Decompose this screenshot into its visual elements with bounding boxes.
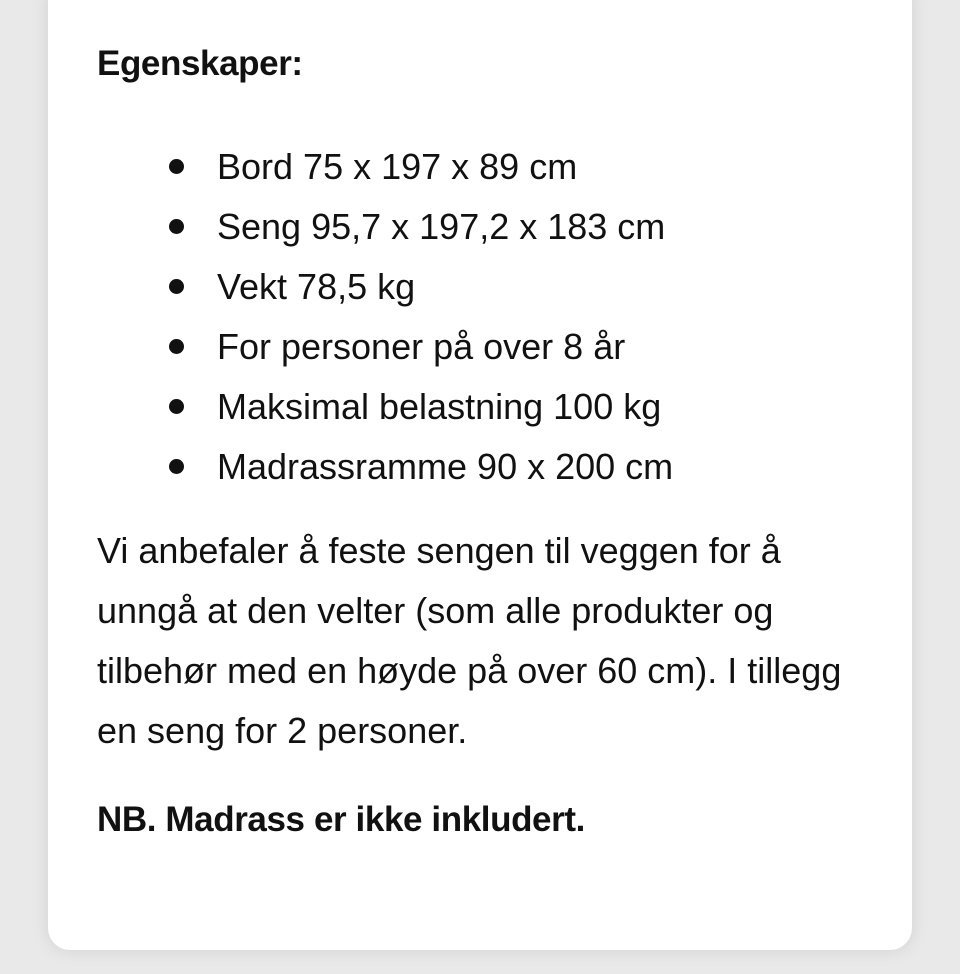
list-item-text: Vekt 78,5 kg	[217, 266, 416, 307]
list-item-text: Madrassramme 90 x 200 cm	[217, 446, 674, 487]
list-item-text: Bord 75 x 197 x 89 cm	[217, 146, 578, 187]
list-item	[48, 382, 673, 442]
bullet-icon	[169, 219, 184, 234]
list-item	[48, 142, 673, 202]
list-item	[48, 442, 673, 502]
mattress-note: NB. Madrass er ikke inkludert.	[97, 800, 585, 839]
properties-heading: Egenskaper:	[97, 44, 303, 83]
bullet-icon	[169, 279, 184, 294]
list-item	[48, 262, 673, 322]
list-item-text: Maksimal belastning 100 kg	[217, 386, 662, 427]
bullet-icon	[169, 339, 184, 354]
bullet-icon	[169, 159, 184, 174]
bullet-icon	[169, 399, 184, 414]
bullet-icon	[169, 459, 184, 474]
recommendation-text: Vi anbefaler å feste sengen til veggen for å unngå at den velter (som alle produkter og tilbehør med en høyde på over 60 cm). I tillegg en seng for 2 personer.	[97, 530, 842, 751]
list-item-text: Seng 95,7 x 197,2 x 183 cm	[217, 206, 666, 247]
list-item	[48, 202, 673, 262]
list-item	[48, 322, 673, 382]
properties-list	[48, 142, 673, 502]
list-item-text: For personer på over 8 år	[217, 326, 626, 367]
product-description-card	[48, 0, 912, 950]
